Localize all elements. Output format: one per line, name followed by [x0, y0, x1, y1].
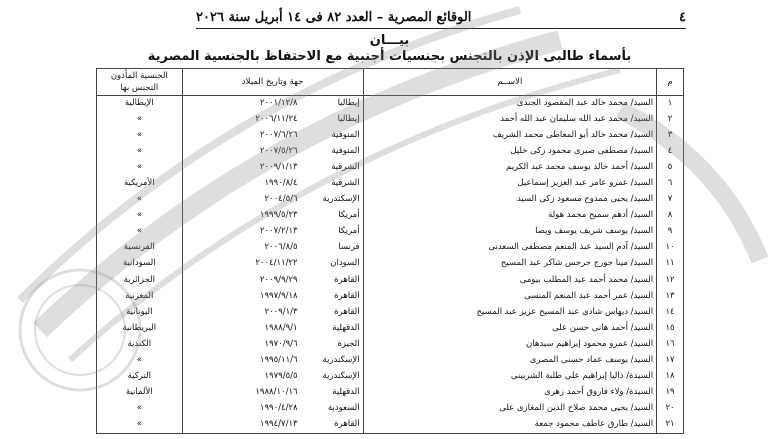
row-number: ٤	[657, 144, 684, 160]
row-number: ١٧	[657, 353, 684, 369]
header-number: م	[657, 69, 684, 96]
birth-place: المنوفية	[331, 146, 360, 157]
row-number: ٢	[657, 112, 684, 128]
birth-info	[182, 240, 363, 256]
nationality: اليونانية	[97, 304, 183, 320]
birth-place: القاهرة	[334, 290, 360, 301]
birth-info	[182, 256, 363, 272]
birth-date: ١٩٨٨/١٠/١٦	[255, 386, 298, 397]
applicant-name: السيد/ محمد أحمد عبد المطلب بيومى	[363, 272, 657, 288]
table-row	[97, 240, 684, 256]
table-row	[97, 385, 684, 401]
birth-date: ٢٠٠٧/٢/١٣	[259, 226, 298, 237]
table-row	[97, 353, 684, 369]
applicant-name: السيدة/ داليا إبراهيم على طلبة الشربينى	[363, 369, 657, 385]
nationality: »	[97, 401, 183, 417]
page-number: ٤	[679, 9, 686, 25]
document-title: بيـــان	[369, 33, 410, 48]
page-header	[196, 6, 686, 29]
birth-place: السودان	[330, 258, 360, 269]
birth-info	[182, 272, 363, 288]
document-subtitle: بأسماء طالبى الإذن بالتجنس بجنسيات أجنبية مع الاحتفاظ بالجنسية المصرية	[147, 49, 632, 64]
birth-date: ٢٠٠٩/١/١٣	[259, 162, 298, 173]
birth-date: ١٩٩٠/٤/٢٨	[259, 402, 298, 413]
nationality: »	[97, 144, 183, 160]
row-number: ١٢	[657, 272, 684, 288]
applicant-name: السيد/ مينا جورج جرجس شاكر عبد المسيح	[363, 256, 657, 272]
nationality: التركية	[97, 369, 183, 385]
row-number: ١٠	[657, 240, 684, 256]
birth-info	[182, 353, 363, 369]
applicant-name: السيد/ يحيى ممدوح مسعود زكى السيد	[363, 192, 657, 208]
birth-info	[182, 192, 363, 208]
table-row	[97, 128, 684, 144]
row-number: ١٥	[657, 320, 684, 336]
nationality: المغربية	[97, 288, 183, 304]
row-number: ١٨	[657, 369, 684, 385]
applicant-name: السيد/ أحمد خالد يوسف محمد عبد الكريم	[363, 160, 657, 176]
table-row	[97, 336, 684, 352]
applicant-name: السيد/ أدهم سميح محمد هولة	[363, 208, 657, 224]
row-number: ٨	[657, 208, 684, 224]
birth-info	[182, 288, 363, 304]
row-number: ١	[657, 96, 684, 113]
birth-info	[182, 369, 363, 385]
header-nationality: الجنسية المأذون التجنس بها	[97, 69, 183, 96]
table-row	[97, 417, 684, 434]
birth-date: ٢٠٠٤/٥/٦	[264, 194, 298, 205]
row-number: ١٣	[657, 288, 684, 304]
birth-info	[182, 401, 363, 417]
table-row	[97, 192, 684, 208]
applicant-name: السيد/ عمرو محمود إبراهيم سيدهان	[363, 336, 657, 352]
table-row	[97, 160, 684, 176]
row-number: ٧	[657, 192, 684, 208]
birth-date: ٢٠٠٧/٦/٢٦	[259, 130, 298, 141]
row-number: ١١	[657, 256, 684, 272]
birth-info	[182, 385, 363, 401]
nationality: »	[97, 112, 183, 128]
birth-place: الإسكندرية	[322, 370, 360, 381]
applicant-name: السيد/ عمرو عامر عبد العزيز إسماعيل	[363, 176, 657, 192]
birth-date: ٢٠٠١/١٢/٨	[259, 98, 298, 109]
nationality: الكندية	[97, 336, 183, 352]
birth-date: ١٩٩٠/٨/٤	[264, 178, 298, 189]
nationality: »	[97, 208, 183, 224]
row-number: ١٩	[657, 385, 684, 401]
table-row	[97, 401, 684, 417]
birth-place: السعودية	[327, 402, 360, 413]
row-number: ٢١	[657, 417, 684, 434]
header-birth: جهة وتاريخ الميلاد	[182, 69, 363, 96]
nationality: البريطانية	[97, 320, 183, 336]
applicant-name: السيد/ آدم السيد عبد المنعم مصطفى السعدنى	[363, 240, 657, 256]
applicant-name: السيد/ ديهاس شادى عبد المسيح عزيز عبد المسيح	[363, 304, 657, 320]
nationality: »	[97, 417, 183, 434]
birth-place: الجيزة	[337, 338, 360, 349]
table-row	[97, 144, 684, 160]
applicant-name: السيد/ أحمد هانى حسن على	[363, 320, 657, 336]
birth-date: ٢٠٠٦/١١/٢٤	[255, 114, 298, 125]
applicant-name: السيد/ يوسف عماد حسنى المصرى	[363, 353, 657, 369]
birth-date: ١٩٩٩/٥/٢٣	[259, 210, 298, 221]
table-row	[97, 320, 684, 336]
nationality: »	[97, 224, 183, 240]
birth-place: المنوفية	[331, 130, 360, 141]
birth-info	[182, 208, 363, 224]
birth-date: ٢٠٠٤/١١/٢٢	[255, 258, 298, 269]
birth-place: إيطاليا	[337, 114, 360, 125]
table-row	[97, 224, 684, 240]
row-number: ١٦	[657, 336, 684, 352]
applicant-name: السيدة/ ولاء فاروق أحمد زهرى	[363, 385, 657, 401]
applicant-name: السيد/ طارق عاطف محمود جمعة	[363, 417, 657, 434]
table-row	[97, 304, 684, 320]
applicant-name: السيد/ يحيى محمد صلاح الدين المغازى على	[363, 401, 657, 417]
birth-date: ٢٠٠٧/٥/٢٦	[259, 146, 298, 157]
birth-place: القاهرة	[334, 418, 360, 429]
birth-place: فرنسا	[338, 242, 360, 253]
birth-date: ١٩٩٤/٧/١٣	[259, 418, 298, 429]
birth-place: أمريكا	[338, 210, 360, 221]
nationality: »	[97, 192, 183, 208]
table-row	[97, 112, 684, 128]
nationality: »	[97, 353, 183, 369]
applicant-name: السيد/ محمد عبد الله سليمان عبد الله أحمد	[363, 112, 657, 128]
birth-place: الإسكندرية	[322, 194, 360, 205]
row-number: ٩	[657, 224, 684, 240]
birth-date: ٢٠٠٩/٩/٢٩	[259, 274, 298, 285]
table-row	[97, 272, 684, 288]
nationality: »	[97, 128, 183, 144]
birth-date: ١٩٧٩/٥/٥	[264, 370, 298, 381]
birth-date: ٢٠٠٦/٨/٥	[264, 242, 298, 253]
nationality: الأمريكية	[97, 176, 183, 192]
birth-place: الشرقية	[331, 162, 360, 173]
applicant-name: السيد/ محمد خالد عبد المقصود الجندى	[363, 96, 657, 113]
birth-info	[182, 160, 363, 176]
birth-info	[182, 320, 363, 336]
birth-place: الإسكندرية	[322, 354, 360, 365]
birth-place: القاهرة	[334, 306, 360, 317]
nationality: الألمانية	[97, 385, 183, 401]
row-number: ١٤	[657, 304, 684, 320]
table-row	[97, 288, 684, 304]
birth-info	[182, 112, 363, 128]
table-row	[97, 176, 684, 192]
birth-place: أمريكا	[338, 226, 360, 237]
nationality: الفرنسية	[97, 240, 183, 256]
birth-date: ١٩٧٠/٩/٦	[264, 338, 298, 349]
table-header-row	[97, 69, 684, 96]
table-row	[97, 96, 684, 113]
row-number: ٢٠	[657, 401, 684, 417]
nationality: السودانية	[97, 256, 183, 272]
birth-date: ٢٠٠٩/١/٣	[264, 306, 298, 317]
birth-info	[182, 336, 363, 352]
birth-place: الدقهلية	[332, 386, 360, 397]
birth-place: إيطاليا	[337, 98, 360, 109]
nationality: الإيطالية	[97, 96, 183, 113]
nationality: الجزائرية	[97, 272, 183, 288]
publication-title: الوقائع المصرية – العدد ٨٢ فى ١٤ أبريل سنة ٢٠٢٦	[196, 9, 472, 25]
birth-info	[182, 176, 363, 192]
birth-info	[182, 96, 363, 113]
birth-date: ١٩٩٥/١١/٦	[259, 354, 298, 365]
table-row	[97, 369, 684, 385]
row-number: ٣	[657, 128, 684, 144]
applicant-name: السيد/ محمد خالد أبو المعاطى محمد الشريف	[363, 128, 657, 144]
birth-info	[182, 224, 363, 240]
applicant-name: السيد/ عمر أحمد عبد المنعم المنسى	[363, 288, 657, 304]
applicant-name: السيد/ مصطفى صبرى محمود زكى خليل	[363, 144, 657, 160]
birth-date: ١٩٩٧/٩/١٨	[259, 290, 298, 301]
birth-info	[182, 128, 363, 144]
row-number: ٥	[657, 160, 684, 176]
applicant-name: السيد/ يوسف شريف يوسف ويصا	[363, 224, 657, 240]
table-row	[97, 208, 684, 224]
birth-info	[182, 417, 363, 434]
birth-place: الشرقية	[331, 178, 360, 189]
nationality: »	[97, 160, 183, 176]
applicants-table	[96, 68, 684, 434]
row-number: ٦	[657, 176, 684, 192]
table-row	[97, 256, 684, 272]
birth-info	[182, 144, 363, 160]
birth-place: الدقهلية	[332, 322, 360, 333]
birth-info	[182, 304, 363, 320]
header-name: الاســم	[363, 69, 657, 96]
birth-date: ١٩٨٨/٩/١	[264, 322, 298, 333]
birth-place: القاهرة	[334, 274, 360, 285]
